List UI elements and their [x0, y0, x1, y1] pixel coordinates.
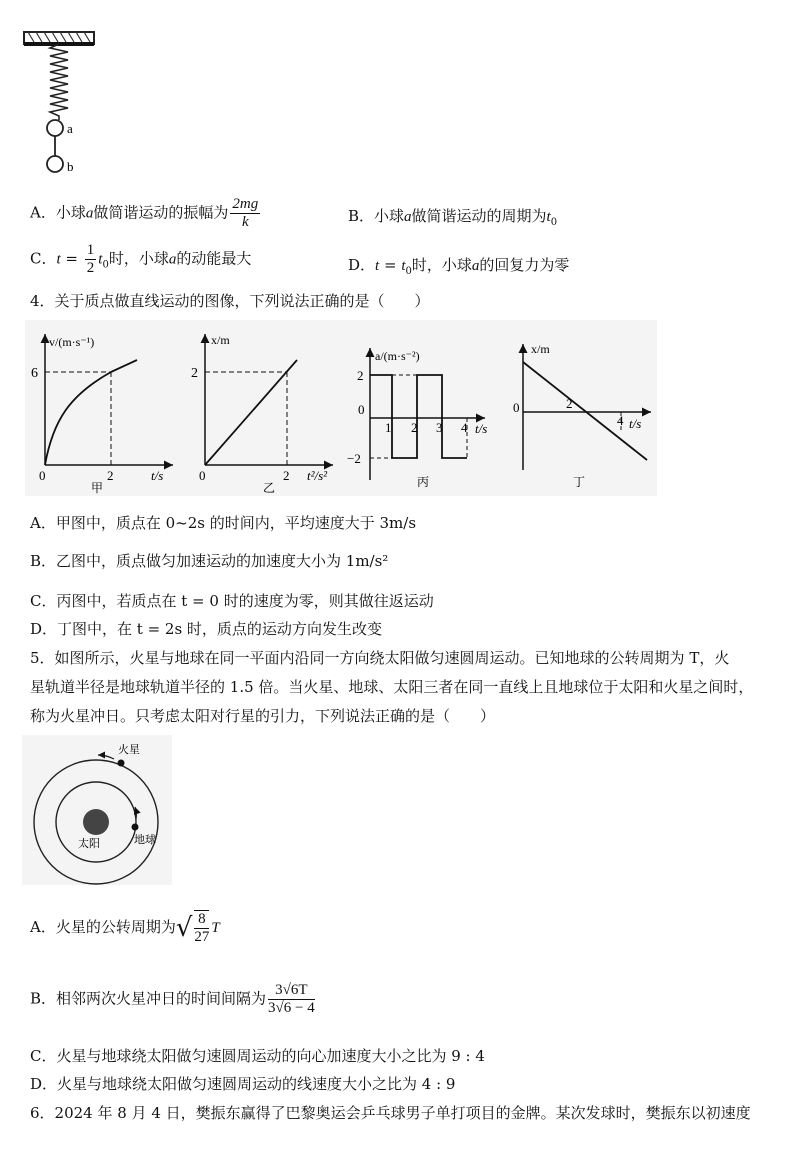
svg-text:丁: 丁 [573, 475, 586, 489]
svg-text:4: 4 [617, 413, 624, 428]
sun [83, 809, 109, 835]
q5-stem-3: 称为火星冲日。只考虑太阳对行星的引力，下列说法正确的是（ ） [30, 707, 496, 725]
spring-ball-figure [22, 30, 102, 190]
q4-graphs [25, 320, 657, 496]
svg-text:x/m: x/m [531, 342, 550, 356]
svg-text:v/(m·s⁻¹): v/(m·s⁻¹) [49, 335, 95, 349]
svg-text:甲: 甲 [91, 481, 104, 495]
svg-text:x/m: x/m [211, 333, 230, 347]
q3-option-a: A．小球a做简谐运动的振幅为 $\frac{2mg}{k}$ [30, 196, 259, 230]
graph-ding [513, 342, 651, 489]
svg-text:地球: 地球 [134, 834, 156, 846]
q5-option-b: B．相邻两次火星冲日的时间间隔为 $\frac{3√6T}{3√6 - 4}$ [30, 982, 315, 1016]
q3-option-c: C．t = $\frac{1}{2}$ $t_0$时，小球a的动能最大 [30, 242, 252, 276]
q5-option-d: D．火星与地球绕太阳做匀速圆周运动的线速度大小之比为 4 : 9 [30, 1075, 456, 1093]
graph-yi [191, 333, 333, 495]
q4-stem: 4．关于质点做直线运动的图像，下列说法正确的是（ ） [30, 292, 430, 310]
q4-option-c: C．丙图中，若质点在 t = 0 时的速度为零，则其做往返运动 [30, 592, 434, 610]
svg-text:−2: −2 [347, 451, 361, 466]
svg-text:t²/s²: t²/s² [307, 468, 328, 483]
svg-text:2: 2 [191, 366, 198, 381]
svg-text:0: 0 [39, 468, 46, 483]
svg-text:2: 2 [283, 468, 290, 483]
svg-text:a/(m·s⁻²): a/(m·s⁻²) [375, 349, 420, 363]
svg-text:4: 4 [461, 420, 468, 435]
q3-option-d: D．$t = t_0$时，小球a的回复力为零 [348, 256, 570, 277]
svg-text:0: 0 [358, 402, 365, 417]
svg-text:2: 2 [566, 396, 573, 411]
svg-text:6: 6 [31, 366, 38, 381]
svg-text:2: 2 [411, 420, 418, 435]
svg-text:火星: 火星 [118, 744, 140, 756]
q6-stem: 6．2024 年 8 月 4 日，樊振东赢得了巴黎奥运会乒乓球男子单打项目的金牌。某次发球时，樊振东以初速度 [30, 1104, 751, 1122]
svg-text:1: 1 [385, 420, 392, 435]
label-a: a [67, 121, 73, 136]
label-b: b [67, 159, 74, 174]
q4-option-b: B．乙图中，质点做匀加速运动的加速度大小为 1m/s² [30, 552, 389, 570]
svg-text:0: 0 [199, 468, 206, 483]
q5-option-c: C．火星与地球绕太阳做匀速圆周运动的向心加速度大小之比为 9 : 4 [30, 1047, 485, 1065]
svg-text:太阳: 太阳 [78, 838, 100, 850]
svg-text:2: 2 [357, 368, 364, 383]
q4-option-d: D．丁图中，在 t = 2s 时，质点的运动方向发生改变 [30, 620, 382, 638]
svg-text:t/s: t/s [151, 468, 164, 483]
q4-option-a: A．甲图中，质点在 0~2s 的时间内，平均速度大于 3m/s [30, 514, 417, 532]
q3-option-b: B．小球a做简谐运动的周期为$t_0$ [348, 207, 558, 228]
svg-text:t/s: t/s [475, 421, 488, 436]
svg-text:0: 0 [513, 400, 520, 415]
ball-a [47, 120, 63, 136]
q5-option-a: A．火星的公转周期为√ $\frac{8}{27}$ T [30, 911, 220, 945]
q5-stem-2: 星轨道半径是地球轨道半径的 1.5 倍。当火星、地球、太阳三者在同一直线上且地球位于太阳和火星之间时， [30, 678, 754, 696]
orbit-figure [22, 735, 172, 885]
svg-text:乙: 乙 [263, 481, 276, 495]
graph-bing [347, 348, 487, 489]
amplitude-fraction: $\frac{2mg}{k}$ [232, 196, 259, 230]
svg-text:2: 2 [107, 468, 114, 483]
ball-b [47, 156, 63, 172]
svg-text:丙: 丙 [417, 475, 430, 489]
q5-stem-1: 5．如图所示，火星与地球在同一平面内沿同一方向绕太阳做匀速圆周运动。已知地球的公转周期为 T，火 [30, 649, 730, 667]
svg-text:t/s: t/s [629, 416, 642, 431]
svg-text:3: 3 [436, 420, 443, 435]
mars [118, 760, 125, 767]
earth [132, 824, 139, 831]
graph-jia [31, 334, 173, 495]
